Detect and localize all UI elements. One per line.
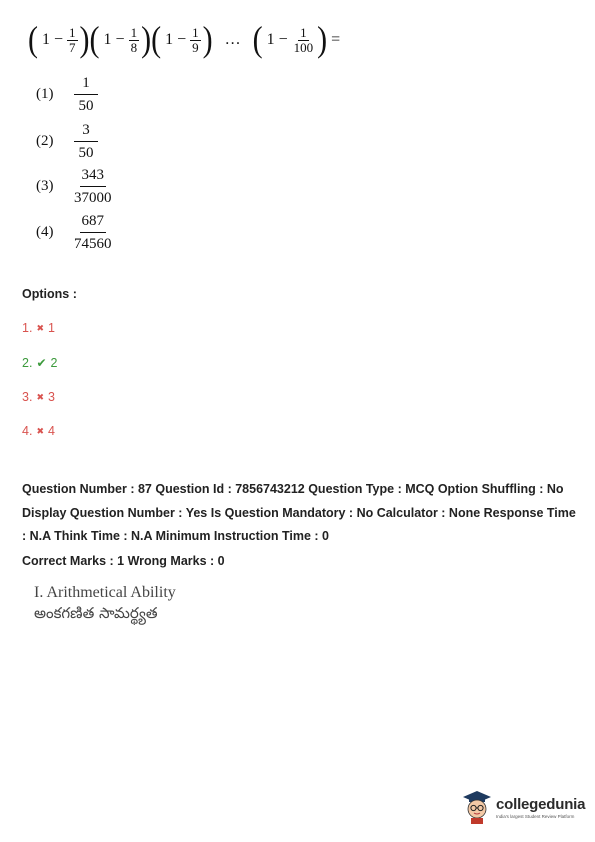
answer-choice xyxy=(36,121,98,162)
fraction-numerator: 1 xyxy=(130,24,138,40)
option-item xyxy=(22,424,55,438)
option-index: 3. xyxy=(22,390,33,404)
choice-denominator: 74560 xyxy=(74,236,112,252)
choice-label: (4) xyxy=(36,224,54,240)
choice-fraction xyxy=(74,166,112,207)
logo-brand: collegedunia xyxy=(496,795,586,813)
options-title: Options : xyxy=(22,287,77,301)
minus-sign: − xyxy=(54,31,64,48)
option-value: 2 xyxy=(50,356,58,370)
term-one: 1 xyxy=(42,31,50,48)
left-paren: ( xyxy=(252,19,263,60)
fraction xyxy=(129,26,140,55)
student-mascot-icon xyxy=(462,790,492,824)
cross-icon: ✖ xyxy=(36,425,44,436)
option-value: 1 xyxy=(47,321,55,335)
option-item xyxy=(22,356,57,370)
left-paren: ( xyxy=(28,19,38,60)
check-icon: ✔ xyxy=(36,356,47,370)
choice-fraction xyxy=(74,212,112,253)
option-index: 4. xyxy=(22,424,33,438)
option-item xyxy=(22,390,55,404)
choice-numerator: 3 xyxy=(74,121,98,142)
fraction-denominator: 100 xyxy=(293,39,314,55)
choice-denominator: 37000 xyxy=(74,190,112,206)
logo-tagline: India's largest Student Review Platform xyxy=(496,813,575,819)
choice-fraction xyxy=(74,121,98,162)
fraction xyxy=(292,26,316,55)
fraction-denominator: 8 xyxy=(130,39,138,55)
collegedunia-logo xyxy=(462,790,585,824)
term-one: 1 xyxy=(165,31,174,48)
answer-choice xyxy=(36,212,112,253)
fraction-denominator: 9 xyxy=(192,39,199,55)
fraction-numerator: 1 xyxy=(300,24,307,40)
fraction xyxy=(67,26,78,55)
option-item xyxy=(22,321,55,335)
choice-label: (2) xyxy=(36,133,54,149)
choice-denominator: 50 xyxy=(78,145,94,161)
cross-icon: ✖ xyxy=(36,391,44,402)
fraction-numerator: 1 xyxy=(69,24,76,40)
section-title-telugu: అంకగణిత సామర్థ్యత xyxy=(34,604,158,622)
question-expression xyxy=(28,18,340,62)
right-paren: ) xyxy=(79,19,90,60)
option-index: 1. xyxy=(22,321,33,335)
section-heading xyxy=(34,583,176,623)
choice-numerator: 343 xyxy=(80,166,107,187)
fraction xyxy=(190,26,201,55)
minus-sign: − xyxy=(115,31,125,48)
choice-label: (3) xyxy=(36,178,54,194)
fraction-denominator: 7 xyxy=(69,39,76,55)
ellipsis: … xyxy=(224,31,241,48)
right-paren: ) xyxy=(317,19,328,60)
choice-numerator: 687 xyxy=(80,212,107,233)
option-value: 3 xyxy=(47,390,55,404)
fraction-numerator: 1 xyxy=(192,24,199,40)
right-paren: ) xyxy=(202,19,213,60)
answer-choice xyxy=(36,166,112,207)
left-paren: ( xyxy=(89,19,100,60)
choice-fraction xyxy=(74,74,98,115)
answer-choice xyxy=(36,74,98,115)
minus-sign: − xyxy=(177,31,187,48)
choice-label: (1) xyxy=(36,86,54,102)
right-paren: ) xyxy=(141,19,152,60)
choice-denominator: 50 xyxy=(78,98,94,114)
choice-numerator: 1 xyxy=(74,74,98,95)
option-index: 2. xyxy=(22,356,33,370)
section-title: I. Arithmetical Ability xyxy=(34,584,176,601)
option-value: 4 xyxy=(47,424,55,438)
cross-icon: ✖ xyxy=(36,322,44,333)
left-paren: ( xyxy=(151,19,162,60)
term-one: 1 xyxy=(103,31,112,48)
minus-sign: − xyxy=(278,31,288,48)
term-one: 1 xyxy=(266,31,275,48)
equals-sign: = xyxy=(331,31,341,48)
question-meta: Question Number : 87 Question Id : 7856743212 Question Type : MCQ Option Shuffling : No Display Question Number : Yes Is Question Mandatory : No Calculator : None Response Time : N.A Think Time : N.A Minimum Instruction Time : 0 xyxy=(22,482,576,543)
marks-info: Correct Marks : 1 Wrong Marks : 0 xyxy=(22,554,225,568)
